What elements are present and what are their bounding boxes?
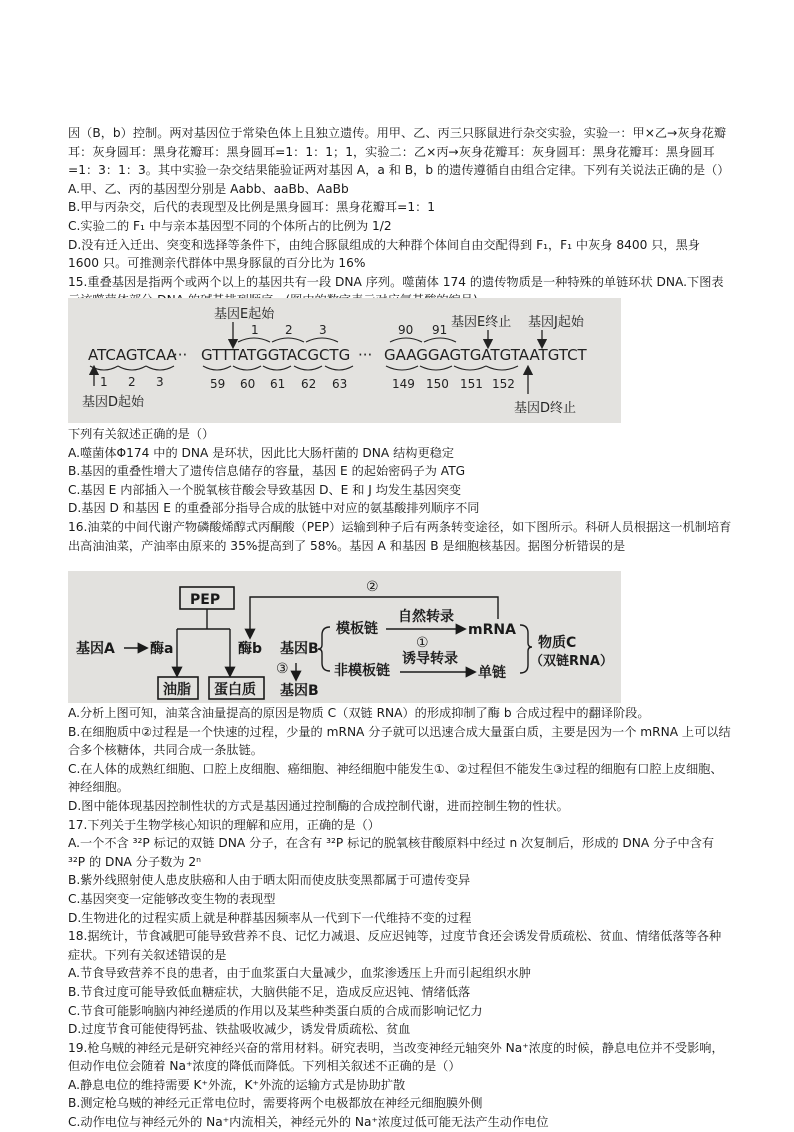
sequence-right: GAAGGAGTGATGTAATGTCT: [384, 346, 587, 364]
single-strand-label: 单链: [478, 665, 506, 681]
q18-option-b: B.节食过度可能导致低血糖症状，大脑供能不足，造成反应迟钝、情绪低落: [68, 984, 471, 999]
q19-option-b: B.测定枪乌贼的神经元正常电位时，需要将两个电极都放在神经元细胞膜外侧: [68, 1096, 483, 1111]
gene-d-end-label: 基因D终止: [514, 401, 577, 416]
bottom-number-152: 152: [492, 377, 515, 391]
q14-stem: 因（B，b）控制。两对基因位于常染色体上且独立遗传。用甲、乙、丙三只豚鼠进行杂交实验，实验一：甲×乙→灰身花瓣耳：灰身圆耳：黑身花瓣耳：黑身圆耳=1：1：1；1，实验二：乙×丙→灰身花瓣耳：灰身圆耳：黑身花瓣耳：黑身圆耳=1：3：1：3。其中实验一杂交结果能验证两对基因 A，a 和 B，b 的遗传遵循自由组合定律。下列有关说法正确的是（）: [68, 126, 730, 178]
gene-b-daughter-label: 基因B: [280, 683, 319, 699]
top-bracket-90: [390, 338, 422, 342]
gene-e-start-label: 基因E起始: [214, 307, 275, 322]
q15-option-c: C.基因 E 内部插入一个脱氧核苷酸会导致基因 D、E 和 J 均发生基因突变: [68, 482, 462, 497]
gene-b-brace: [318, 627, 330, 671]
top-number-90: 90: [398, 323, 414, 337]
gene-a-label: 基因A: [76, 641, 115, 657]
sequence-ellipsis-1: ···: [173, 346, 188, 364]
q17-stem: 17.下列关于生物学核心知识的理解和应用，正确的是（）: [68, 817, 380, 832]
top-number-1: 1: [251, 323, 259, 337]
circle-3-label: ③: [276, 661, 289, 677]
top-bracket-1: [238, 338, 270, 342]
top-bracket-2: [272, 338, 304, 342]
q16-option-c: C.在人体的成熟红细胞、口腔上皮细胞、癌细胞、神经细胞中能发生①、②过程但不能发生③过程的细胞有口腔上皮细胞、神经细胞。: [68, 761, 723, 795]
q17-option-c: C.基因突变一定能够改变生物的表现型: [68, 891, 276, 906]
pep-pathway-figure: [68, 571, 621, 703]
bottom-bracket-61: [263, 366, 291, 370]
gene-b-label: 基因B: [280, 641, 319, 657]
bottom-number-3: 3: [156, 375, 164, 389]
bottom-bracket-152: [486, 366, 518, 370]
q18-stem: 18.据统计，节食减肥可能导致营养不良、记忆力减退、反应迟钝等，过度节食还会诱发骨质疏松、贫血、情绪低落等各种症状。下列有关叙述错误的是: [68, 929, 722, 962]
top-bracket-91: [424, 338, 456, 342]
circle-1-label: ①: [416, 635, 429, 651]
gene-e-end-label: 基因E终止: [451, 315, 512, 330]
top-number-3: 3: [319, 323, 327, 337]
bottom-bracket-62: [294, 366, 322, 370]
bottom-number-151: 151: [460, 377, 483, 391]
bottom-number-1: 1: [100, 375, 108, 389]
q15-stem: 15.重叠基因是指两个或两个以上的基因共有一段 DNA 序列。噬菌体 174 的遗传物质是一种特殊的单链环状 DNA.下图表: [68, 274, 724, 289]
q14-option-b: B.甲与丙杂交，后代的表现型及比例是黑身圆耳：黑身花瓣耳=1：1: [68, 200, 436, 215]
bottom-bracket-1: [90, 366, 118, 370]
q17-option-a: A.一个不含 ³²P 标记的双链 DNA 分子，在含有 ³²P 标记的脱氧核苷酸原料中经过 n 次复制后，形成的 DNA 分子中含有 ³²P 的 DNA 分子数为 2ⁿ: [68, 836, 715, 869]
bottom-number-60: 60: [240, 377, 256, 391]
q15-option-a: A.噬菌体Φ174 中的 DNA 是环状，因此比大肠杆菌的 DNA 结构更稳定: [68, 445, 455, 460]
gene-d-start-label: 基因D起始: [82, 395, 145, 410]
bottom-number-63: 63: [332, 377, 348, 391]
bottom-number-149: 149: [392, 377, 415, 391]
enzyme-b-label: 酶b: [238, 641, 263, 657]
bottom-number-62: 62: [301, 377, 317, 391]
top-number-2: 2: [285, 323, 293, 337]
q16-stem: 16.油菜的中间代谢产物磷酸烯醇式丙酮酸（PEP）运输到种子后有两条转变途径，如下图所示。科研人员根据这一机制培育出高油油菜，产油率由原来的 35%提高到了 58%。基因 A 和基因 B 是细胞核基因。据图分析错误的是: [68, 519, 732, 553]
q16-option-d: D.图中能体现基因控制性状的方式是基因通过控制酶的合成控制代谢，进而控制生物的性状。: [68, 798, 569, 813]
q14-option-d: D.没有迁入迁出、突变和选择等条件下，由纯合豚鼠组成的大种群个体间自由交配得到 F₁，F₁ 中灰身 8400 只，黑身 1600 只。可推测亲代群体中黑身豚鼠的百分比为 16%: [68, 237, 700, 271]
q14-option-a: A.甲、乙、丙的基因型分别是 Aabb、aaBb、AaBb: [68, 181, 349, 196]
q18-option-a: A.节食导致营养不良的患者，由于血浆蛋白大量减少，血浆渗透压上升而引起组织水肿: [68, 966, 531, 981]
questions-16-19-block: [68, 704, 732, 1132]
q14-option-c: C.实验二的 F₁ 中与亲本基因型不同的个体所占的比例为 1/2: [68, 218, 392, 233]
dsrna-label: （双链RNA）: [530, 654, 613, 669]
bottom-bracket-2: [118, 366, 146, 370]
enzyme-a-label: 酶a: [150, 641, 174, 657]
substance-c-label: 物质C: [538, 635, 577, 651]
bottom-number-59: 59: [210, 377, 226, 391]
q15-option-b: B.基因的重叠性增大了遗传信息储存的容量，基因 E 的起始密码子为 ATG: [68, 464, 466, 479]
sequence-ellipsis-2: ···: [358, 346, 373, 364]
top-number-91: 91: [432, 323, 448, 337]
bottom-bracket-63: [325, 366, 353, 370]
bottom-number-150: 150: [426, 377, 449, 391]
sequence-middle: GTTTATGGTACGCTG: [201, 346, 351, 364]
circle-2-label: ②: [366, 579, 379, 595]
question-15-block: [68, 425, 732, 555]
q19-stem: 19.枪乌贼的神经元是研究神经兴奋的常用材料。研究表明，当改变神经元轴突外 Na⁺浓度的时候，静息电位并不受影响，但动作电位会随着 Na⁺浓度的降低而降低。下列相关叙述不正确的是（）: [68, 1040, 724, 1074]
bottom-number-2: 2: [128, 375, 136, 389]
nontemplate-strand-label: 非模板链: [334, 663, 390, 679]
bottom-number-61: 61: [270, 377, 286, 391]
bottom-bracket-150: [420, 366, 452, 370]
bottom-bracket-149: [386, 366, 418, 370]
q18-option-d: D.过度节食可能使得钙盐、铁盐吸收减少，诱发骨质疏松、贫血: [68, 1022, 411, 1037]
mrna-label: mRNA: [468, 622, 516, 638]
q18-option-c: C.节食可能影响脑内神经递质的作用以及某些种类蛋白质的合成而影响记忆力: [68, 1003, 483, 1018]
q16-option-a: A.分析上图可知，油菜含油量提高的原因是物质 C（双链 RNA）的形成抑制了酶 b 合成过程中的翻译阶段。: [68, 706, 650, 720]
q19-option-c: C.动作电位与神经元外的 Na⁺内流相关，神经元外的 Na⁺浓度过低可能无法产生动作电位: [68, 1115, 549, 1130]
q16-option-b: B.在细胞质中②过程是一个快速的过程，少量的 mRNA 分子就可以迅速合成大量蛋白质，主要是因为一个 mRNA 上可以结合多个核糖体，共同合成一条肽链。: [68, 724, 731, 758]
bottom-bracket-60: [233, 366, 261, 370]
question-14-block: [68, 124, 732, 310]
q19-option-a: A.静息电位的维持需要 K⁺外流，K⁺外流的运输方式是协助扩散: [68, 1077, 406, 1092]
gene-j-start-label: 基因J起始: [528, 315, 584, 330]
dna-sequence-svg: [68, 298, 621, 423]
q17-option-d: D.生物进化的过程实质上就是种群基因频率从一代到下一代维持不变的过程: [68, 910, 472, 925]
pep-pathway-svg: [68, 571, 621, 703]
bottom-bracket-59: [203, 366, 231, 370]
q15-prompt: 下列有关叙述正确的是（）: [68, 427, 215, 441]
q15-option-d: D.基因 D 和基因 E 的重叠部分指导合成的肽链中对应的氨基酸排列顺序不同: [68, 501, 480, 516]
induced-transcription-label: 诱导转录: [402, 651, 458, 667]
dna-sequence-figure: [68, 298, 621, 423]
top-bracket-3: [306, 338, 338, 342]
oil-label: 油脂: [163, 682, 191, 698]
protein-label: 蛋白质: [214, 682, 256, 698]
natural-transcription-label: 自然转录: [398, 609, 454, 625]
template-strand-label: 模板链: [336, 621, 378, 637]
sequence-left: ATCAGTCAA: [88, 346, 177, 364]
pep-label: PEP: [190, 592, 221, 608]
bottom-bracket-151: [454, 366, 486, 370]
bottom-bracket-3: [146, 366, 174, 370]
q17-option-b: B.紫外线照射使人患皮肤癌和人由于晒太阳而使皮肤变黑都属于可遗传变异: [68, 873, 471, 888]
